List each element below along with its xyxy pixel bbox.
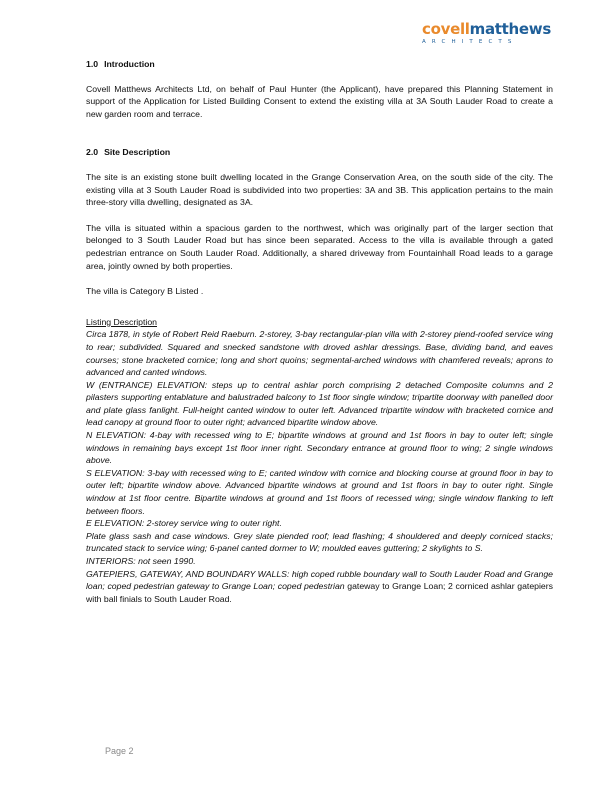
section-2-number: 2.0 xyxy=(86,147,99,158)
logo-subtitle: ARCHITECTS xyxy=(422,39,518,45)
section-2-title: Site Description xyxy=(104,147,171,158)
intro-paragraph: Covell Matthews Architects Ltd, on behalf of Paul Hunter (the Applicant), have prepared this Planning Statement in support of the Application for Listed Building Consent to extend the existing villa at 3A South Lauder Road to create a new garden room and terrace. xyxy=(86,83,553,119)
logo-wordmark xyxy=(422,20,551,38)
document-body xyxy=(86,58,553,605)
listing-last-italic: GATEPIERS, GATEWAY, AND BOUNDARY WALLS: high coped rubble boundary wall to South Lauder Road and Grange loan; coped pedestrian gateway to Grange Loan; coped pedestrian xyxy=(86,568,553,592)
listing-line: Plate glass sash and case windows. Grey slate piended roof; lead flashing; 4 shouldered and deeply corniced stacks; truncated stack to service wing; 6-panel canted dormer to W; moulded eaves guttering; 2 skylights to S. xyxy=(86,530,553,554)
listing-title: Listing Description xyxy=(86,316,157,327)
listing-line: S ELEVATION: 3-bay with recessed wing to E; canted window with cornice and blocking course at ground floor in bay to outer left; bipartite window above. Advanced bipartite windows at ground and 1st floors in bay to outer right. Single window at 1st floor centre. Bipartite windows at ground and 1st floors of recessed wing; single window flanking to left between floors. xyxy=(86,467,553,516)
company-logo xyxy=(422,20,551,45)
section-2-heading xyxy=(86,146,553,159)
section-1-title: Introduction xyxy=(104,59,155,69)
listing-line: N ELEVATION: 4-bay with recessed wing to E; bipartite windows at ground and 1st floors in bay to outer left; single windows in remaining bays except 1st floor inner right. Secondary entrance at ground floor to wing; 2 single windows above. xyxy=(86,430,553,466)
listing-description xyxy=(86,316,553,606)
logo-covell: covell xyxy=(422,20,470,38)
section-1-number: 1.0 xyxy=(86,59,99,69)
section-1-heading xyxy=(86,58,553,71)
listing-line-last xyxy=(86,568,553,606)
logo-matthews: matthews xyxy=(469,20,551,38)
listing-line: E ELEVATION: 2-storey service wing to outer right. xyxy=(86,518,282,529)
listing-line: W (ENTRANCE) ELEVATION: steps up to central ashlar porch comprising 2 detached Composite columns and 2 pilasters supporting entablature and balustraded balcony to 1st floor single window; tripartite doorway with panelled door and plate glass fanlight. Full-height canted window to outer left. Advanced tripartite window with bracketed cornice and lead canopy at ground floor to outer right; advanced bipartite window above. xyxy=(86,379,553,428)
listing-line: Circa 1878, in style of Robert Reid Raeburn. 2-storey, 3-bay rectangular-plan villa with 2-storey piend-roofed service wing to rear; subdivided. Squared and snecked sandstone with droved ashlar dressings. Base, dividing band, and eaves courses; stone bracketed cornice; long and short quoins; segmental-arched windows with chamfered reveals; aprons to advanced and canted windows. xyxy=(86,329,553,378)
site-paragraph-3: The villa is Category B Listed . xyxy=(86,286,204,297)
listing-last-plain: gateway to Grange Loan; 2 corniced ashlar gatepiers with ball finials to South Lauder Road. xyxy=(86,581,553,604)
site-paragraph-2: The villa is situated within a spacious garden to the northwest, which was originally part of the larger section that belonged to 3 South Lauder Road but has since been separated. Access to the villa is available through a gated pedestrian entrance on South Lauder Road. Additionally, a shared driveway from Fountainhall Road leads to a garage area, jointly owned by both properties. xyxy=(86,222,553,271)
page-number: Page 2 xyxy=(105,746,134,756)
site-paragraph-1: The site is an existing stone built dwelling located in the Grange Conservation Area, on the south side of the city. The existing villa at 3 South Lauder Road is subdivided into two properties: 3A and 3B. This application pertains to the main three-story villa dwelling, designated as 3A. xyxy=(86,171,553,208)
listing-line: INTERIORS: not seen 1990. xyxy=(86,556,196,566)
